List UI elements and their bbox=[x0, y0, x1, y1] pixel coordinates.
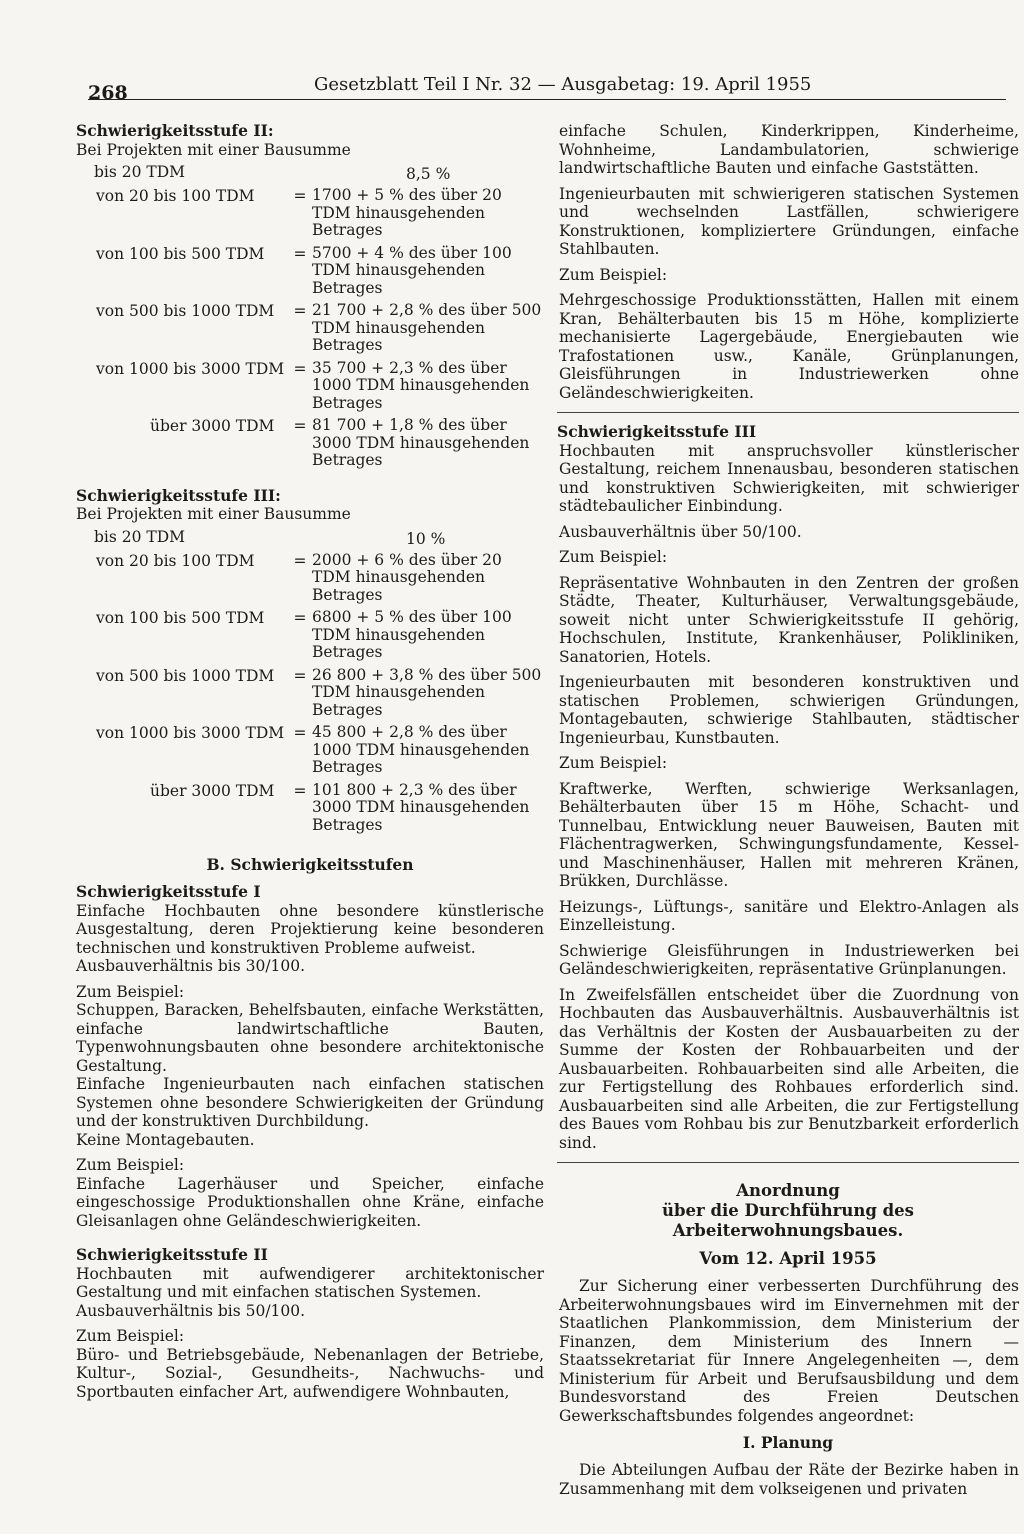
paragraph: In Zweifelsfällen entscheidet über die Zuordnung von Hochbauten das Ausbauverhältnis. Ausbauverhältnis ist das Verhältnis der Kosten der Ausbauarbeiten zu der Summe der Kosten der Rohbauarbeiten und der Ausbauarbeiten. Rohbauarbeiten sind alle Arbeiten, die zur Fertigstellung des Rohbaues erforderlich sind. Ausbauarbeiten sind alle Arbeiten, die zur Fertigstellung des Baues vom Rohbau bis zur Benutzbarkeit erforderlich sind. bbox=[559, 985, 1019, 1152]
paragraph: Einfache Hochbauten ohne besondere künstlerische Ausgestaltung, deren Projektierung keine besonderen technischen und konstruktiven Probleme aufweist. bbox=[76, 901, 544, 957]
table2-intro: Bei Projekten mit einer Bausumme bbox=[76, 505, 351, 523]
paragraph: Einfache Ingenieurbauten nach einfachen statischen Systemen ohne besondere Schwierigkeiten der Gründung und der konstruktiven Durchbildung. bbox=[76, 1075, 544, 1130]
fee-row bbox=[76, 552, 544, 605]
fee-base-row bbox=[76, 528, 544, 547]
fee-range: von 100 bis 500 TDM bbox=[96, 244, 265, 263]
fee-range: über 3000 TDM bbox=[150, 417, 275, 435]
right-column bbox=[557, 122, 1019, 1498]
running-title: Gesetzblatt Teil I Nr. 32 — Ausgabetag: 19. April 1955 bbox=[314, 74, 812, 95]
page-number: 268 bbox=[88, 82, 128, 104]
fee-row bbox=[76, 417, 544, 470]
fee-range: über 3000 TDM bbox=[150, 781, 275, 800]
fee-range: von 500 bis 1000 TDM bbox=[96, 666, 275, 685]
paragraph: Ausbauverhältnis bis 30/100. bbox=[76, 957, 306, 975]
paragraph: Mehrgeschossige Produktionsstätten, Hallen mit einem Kran, Behälterbauten bis 15 m Höhe, komplizierte mechanisierte Lagergebäude, Energiebauten wie Trafostationen usw., Kanäle, Grünplanungen, Gleisführungen in Industriewerken ohne Geländeschwierigkeiten. bbox=[559, 291, 1019, 402]
fee-row bbox=[76, 302, 544, 355]
paragraph: Zum Beispiel: bbox=[76, 1156, 185, 1174]
fee-range: von 1000 bis 3000 TDM bbox=[96, 359, 285, 378]
fee-equals: = bbox=[293, 609, 307, 627]
paragraph: Schuppen, Baracken, Behelfsbauten, einfache Werkstätten, einfache landwirtschaftliche Bauten, Typenwohnungsbauten ohne besondere architektonische Gestaltung. bbox=[76, 1001, 544, 1075]
fee-equals: = bbox=[293, 359, 307, 378]
fee-row bbox=[76, 724, 544, 777]
fee-formula: 2000 + 6 % des über 20 TDM hinausgehenden Betrages bbox=[312, 550, 502, 604]
fee-equals: = bbox=[293, 244, 307, 263]
paragraph: Repräsentative Wohnbauten in den Zentren der großen Städte, Theater, Kulturhäuser, Verwaltungsgebäude, soweit nicht unter Schwierigkeitsstufe II gehörig, Hochschulen, Institute, Krankenhäuser, Polikliniken, Sanatorien, Hotels. bbox=[559, 573, 1019, 666]
fee-equals: = bbox=[293, 781, 307, 800]
fee-row bbox=[76, 245, 544, 298]
paragraph: Keine Montagebauten. bbox=[76, 1130, 255, 1149]
fee-range: von 500 bis 1000 TDM bbox=[96, 302, 275, 320]
paragraph: Zur Sicherung einer verbesserten Durchführung des Arbeiterwohnungsbaues wird im Einvernehmen mit der Staatlichen Plankommission, dem Ministerium der Finanzen, dem Ministerium des Innern — Staatssekretariat für Innere Angelegenheiten —, dem Ministerium für Arbeit und Berufsausbildung und dem Bundesvorstand des Freien Deutschen Gewerkschaftsbundes folgendes angeordnet: bbox=[559, 1277, 1019, 1425]
paragraph: Die Abteilungen Aufbau der Räte der Bezirke haben in Zusammenhang mit dem volkseigenen und privaten bbox=[559, 1461, 1019, 1498]
fee-row bbox=[76, 667, 544, 720]
fee-base-label: bis 20 TDM bbox=[94, 527, 186, 546]
fee-formula: 35 700 + 2,3 % des über 1000 TDM hinausgehenden Betrages bbox=[312, 358, 530, 412]
paragraph: Zum Beispiel: bbox=[559, 265, 668, 284]
stufe1-heading: Schwierigkeitsstufe I bbox=[76, 882, 261, 901]
divider bbox=[557, 1162, 1019, 1163]
table1-intro: Bei Projekten mit einer Bausumme bbox=[76, 140, 351, 159]
paragraph: Hochbauten mit anspruchsvoller künstlerischer Gestaltung, reichem Innenausbau, besonderen statischen und konstruktiven Schwierigkeiten, mit schwieriger städtebaulicher Einbindung. bbox=[559, 441, 1019, 515]
fee-equals: = bbox=[293, 551, 307, 570]
section-title: I. Planung bbox=[742, 1433, 834, 1452]
paragraph: Schwierige Gleisführungen in Industriewerken bei Geländeschwierigkeiten, repräsentative Grünplanungen. bbox=[559, 941, 1019, 978]
fee-formula: 6800 + 5 % des über 100 TDM hinausgehenden Betrages bbox=[312, 608, 512, 661]
fee-base-rate: 10 % bbox=[406, 529, 446, 548]
anordnung-date: Vom 12. April 1955 bbox=[699, 1249, 877, 1268]
paragraph: Heizungs-, Lüftungs-, sanitäre und Elektro-Anlagen als Einzelleistung. bbox=[559, 897, 1019, 934]
fee-row bbox=[76, 782, 544, 835]
paragraph: Zum Beispiel: bbox=[76, 1327, 185, 1345]
fee-formula: 45 800 + 2,8 % des über 1000 TDM hinausgehenden Betrages bbox=[312, 723, 530, 776]
fee-equals: = bbox=[293, 187, 307, 205]
fee-range: von 20 bis 100 TDM bbox=[96, 187, 255, 205]
fee-table-1 bbox=[76, 163, 544, 470]
fee-row bbox=[76, 360, 544, 413]
fee-range: von 1000 bis 3000 TDM bbox=[96, 724, 285, 742]
paragraph: Zum Beispiel: bbox=[76, 982, 185, 1001]
anordnung-title: Anordnung bbox=[736, 1181, 840, 1200]
fee-base-row bbox=[76, 163, 544, 182]
paragraph: Zum Beispiel: bbox=[559, 548, 668, 566]
paragraph: Ausbauverhältnis über 50/100. bbox=[559, 522, 802, 541]
fee-table-2 bbox=[76, 528, 544, 835]
stufe2-heading: Schwierigkeitsstufe II bbox=[76, 1245, 268, 1264]
fee-range: von 100 bis 500 TDM bbox=[96, 609, 265, 627]
fee-equals: = bbox=[293, 724, 307, 742]
fee-equals: = bbox=[293, 302, 307, 320]
paragraph: Hochbauten mit aufwendigerer architektonischer Gestaltung und mit einfachen statischen Systemen. bbox=[76, 1264, 544, 1301]
table1-heading: Schwierigkeitsstufe II: bbox=[76, 121, 274, 140]
fee-formula: 81 700 + 1,8 % des über 3000 TDM hinausgehenden Betrages bbox=[312, 416, 530, 469]
fee-formula: 26 800 + 3,8 % des über 500 TDM hinausgehenden Betrages bbox=[312, 665, 542, 719]
fee-equals: = bbox=[293, 666, 307, 685]
fee-formula: 1700 + 5 % des über 20 TDM hinausgehenden Betrages bbox=[312, 186, 502, 239]
paragraph: Einfache Lagerhäuser und Speicher, einfache eingeschossige Produktionshallen ohne Kräne, einfache Gleisanlagen ohne Geländeschwierigkeiten. bbox=[76, 1174, 544, 1230]
fee-formula: 5700 + 4 % des über 100 TDM hinausgehenden Betrages bbox=[312, 243, 512, 297]
left-column bbox=[76, 122, 544, 1401]
stufe3-heading: Schwierigkeitsstufe III bbox=[557, 422, 757, 441]
anordnung-subtitle: über die Durchführung des Arbeiterwohnungsbaues. bbox=[662, 1201, 914, 1240]
paragraph: Zum Beispiel: bbox=[559, 754, 668, 772]
fee-row bbox=[76, 609, 544, 662]
section-b-title: B. Schwierigkeitsstufen bbox=[206, 855, 414, 874]
divider bbox=[557, 412, 1019, 413]
paragraph: Ausbauverhältnis bis 50/100. bbox=[76, 1301, 306, 1320]
fee-formula: 101 800 + 2,3 % des über 3000 TDM hinausgehenden Betrages bbox=[312, 780, 530, 834]
paragraph: Ingenieurbauten mit besonderen konstruktiven und statischen Problemen, schwierigen Gründungen, Montagebauten, schwierige Stahlbauten, städtischer Ingenieurbau, Kunstbauten. bbox=[559, 673, 1019, 747]
paragraph: einfache Schulen, Kinderkrippen, Kinderheime, Wohnheime, Landambulatorien, schwierige landwirtschaftliche Bauten und einfache Gaststätten. bbox=[559, 122, 1019, 177]
fee-formula: 21 700 + 2,8 % des über 500 TDM hinausgehenden Betrages bbox=[312, 301, 542, 354]
fee-row bbox=[76, 187, 544, 240]
paragraph: Kraftwerke, Werften, schwierige Werksanlagen, Behälterbauten über 15 m Höhe, Schacht- und Tunnelbau, Entwicklung neuer Bauweisen, Bauten mit Flächentragwerken, Schwingungsfundamente, Kessel- und Maschinenhäuser, Hallen mit mehreren Kränen, Brükken, Durchlässe. bbox=[559, 779, 1019, 890]
fee-equals: = bbox=[293, 417, 307, 435]
paragraph: Büro- und Betriebsgebäude, Nebenanlagen der Betriebe, Kultur-, Sozial-, Gesundheits-, Nachwuchs- und Sportbauten einfacher Art, aufwendigere Wohnbauten, bbox=[76, 1345, 544, 1401]
fee-base-label: bis 20 TDM bbox=[94, 163, 186, 181]
table2-heading: Schwierigkeitsstufe III: bbox=[76, 485, 281, 505]
page-header bbox=[88, 74, 1006, 104]
fee-base-rate: 8,5 % bbox=[406, 165, 451, 183]
fee-range: von 20 bis 100 TDM bbox=[96, 551, 255, 570]
paragraph: Ingenieurbauten mit schwierigeren statischen Systemen und wechselnden Lastfällen, schwierigere Konstruktionen, kompliziertere Gründungen, einfache Stahlbauten. bbox=[559, 184, 1019, 258]
